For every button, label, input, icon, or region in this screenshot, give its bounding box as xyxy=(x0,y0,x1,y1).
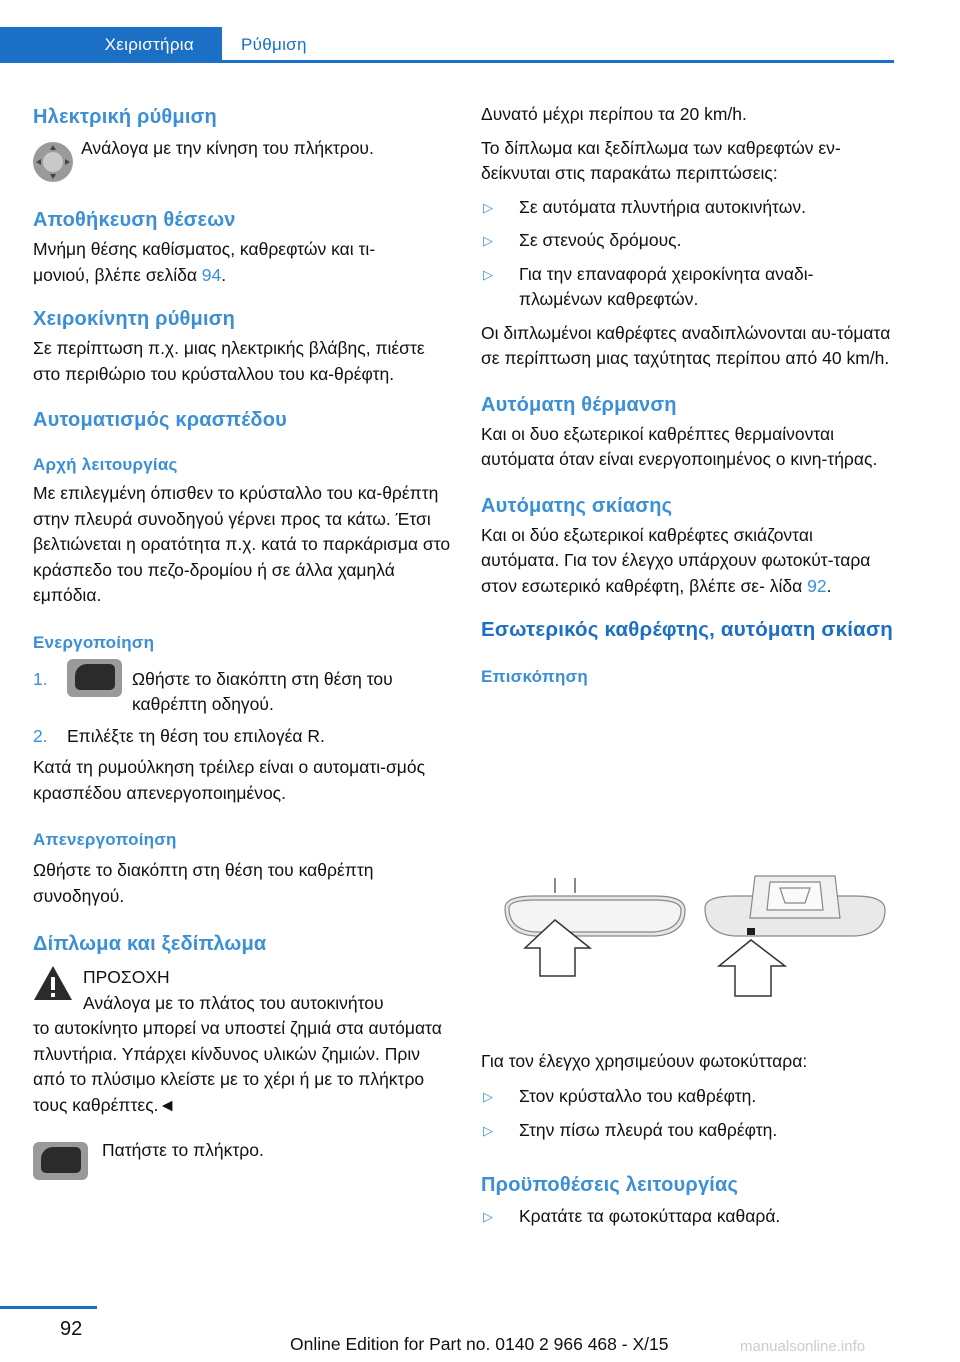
warning-text-b: το αυτοκίνητο μπορεί να υποστεί ζημιά στα αυτόματα πλυντήρια. Υπάρχει κίνδυνος υλικών ζημιών. Πριν από το πλύσιμο κλείστε με το χέρι ή με το πλήκτρο τους καθρέπτες.◄ xyxy=(33,1018,442,1115)
interior-mirror-illustration xyxy=(495,868,895,1008)
left-column xyxy=(33,100,453,1180)
page-link-94[interactable]: 94 xyxy=(201,264,222,285)
fold-button-icon xyxy=(33,1142,88,1180)
right-column xyxy=(481,100,895,689)
bullet-list-cases xyxy=(481,195,895,313)
activation-steps xyxy=(33,667,453,750)
subtitle-overview: Επισκόπηση xyxy=(481,667,588,686)
trailer-text: Κατά τη ρυμούλκηση τρέιλερ είναι ο αυτοματι-σμός κρασπέδου απενεργοποιημένος. xyxy=(33,757,426,803)
section-title-curb: Αυτοματισμός κρασπέδου xyxy=(33,409,287,431)
bullet-list-requirements xyxy=(481,1204,895,1230)
subtitle-principle: Αρχή λειτουργίας xyxy=(33,455,178,474)
page-link-92[interactable]: 92 xyxy=(807,575,827,596)
warning-icon xyxy=(33,965,73,1001)
warning-text-a: Ανάλογα με το πλάτος του αυτοκινήτου xyxy=(83,992,384,1013)
joystick-icon xyxy=(33,142,73,182)
mirror-switch-icon xyxy=(67,659,122,697)
list-item: ▷ Κρατάτε τα φωτοκύτταρα καθαρά. xyxy=(483,1205,781,1226)
list-item: ▷ Σε αυτόματα πλυντήρια αυτοκινήτων. xyxy=(483,196,806,217)
photocell-text: Για τον έλεγχο χρησιμεύουν φωτοκύτταρα: xyxy=(481,1051,808,1071)
right-column-lower xyxy=(481,1049,895,1229)
photocell-marker xyxy=(747,928,755,935)
section-title-heating: Αυτόματη θέρμανση xyxy=(481,393,677,416)
speed-text: Δυνατό μέχρι περίπου τα 20 km/h. xyxy=(481,104,747,124)
subtitle-activation: Ενεργοποίηση xyxy=(33,632,155,652)
list-item: 1. Ωθήστε το διακόπτη στη θέση του καθρέπτη οδηγού. xyxy=(33,667,453,718)
bullet-list-photocells xyxy=(481,1084,895,1144)
manual-text: Σε περίπτωση π.χ. μιας ηλεκτρικής βλάβης, πιέστε στο περιθώριο του κρύσταλλου του κα-θρέφτη. xyxy=(33,338,425,384)
electric-text: Ανάλογα με την κίνηση του πλήκτρου. xyxy=(81,138,374,158)
subtitle-deactivation: Απενεργοποίηση xyxy=(33,830,177,849)
section-title-folding: Δίπλωμα και ξεδίπλωμα xyxy=(33,933,267,955)
warning-heading: ΠΡΟΣΟΧΗ xyxy=(83,967,170,987)
press-button-text: Πατήστε το πλήκτρο. xyxy=(102,1140,264,1160)
section-title-dimming: Αυτόματης σκίασης xyxy=(481,494,673,517)
header-divider xyxy=(0,60,894,63)
list-item: ▷ Σε στενούς δρόμους. xyxy=(483,230,682,250)
section-title-interior-mirror: Εσωτερικός καθρέφτης, αυτόματη σκίαση xyxy=(481,618,893,641)
list-item: ▷ Στην πίσω πλευρά του καθρέφτη. xyxy=(483,1120,778,1140)
list-item: 2. Επιλέξτε τη θέση του επιλογέα R. xyxy=(33,725,325,746)
list-item: ▷ Για την επαναφορά χειροκίνητα αναδι-πλωμένων καθρεφτών. xyxy=(483,263,814,309)
edition-text: Online Edition for Part no. 0140 2 966 468 - X/15 xyxy=(290,1334,669,1354)
watermark: manualsonline.info xyxy=(740,1338,866,1355)
section-title-requirements: Προϋποθέσεις λειτουργίας xyxy=(481,1173,739,1196)
tab-adjustment[interactable]: Ρύθμιση xyxy=(241,35,307,54)
section-title-electric: Ηλεκτρική ρύθμιση xyxy=(33,106,217,128)
deactivation-text: Ωθήστε το διακόπτη στη θέση του καθρέπτη συνοδηγού. xyxy=(33,860,374,906)
page-number: 92 xyxy=(60,1318,83,1340)
curb-text: Με επιλεγμένη όπισθεν το κρύσταλλο του κα-θρέπτη στην πλευρά συνοδηγού γέρνει προς τα κάτω. Έτσι βελτιώνεται η ορατότητα π.χ. κατά το παρκάρισμα στο κράσπεδο του πεζο-δρομίου ή σε άλλα χαμηλά εμπόδια. xyxy=(33,483,451,605)
section-title-manual: Χειροκίνητη ρύθμιση xyxy=(33,308,236,330)
footer-divider xyxy=(0,1306,97,1309)
header-bar xyxy=(0,0,960,62)
list-item: ▷ Στον κρύσταλλο του καθρέφτη. xyxy=(483,1085,757,1106)
folding-cases-text: Το δίπλωμα και ξεδίπλωμα των καθρεφτών εν-δείκνυται στις παρακάτω περιπτώσεις: xyxy=(481,137,841,183)
memory-text: Μνήμη θέσης καθίσματος, καθρεφτών και τι- μονιού, βλέπε σελίδα 94. xyxy=(33,239,376,285)
heating-text: Και οι δυο εξωτερικοί καθρέπτες θερμαίνονται αυτόματα όταν είναι ενεργοποιημένος ο κινη-τήρας. xyxy=(481,423,878,469)
section-title-memory: Αποθήκευση θέσεων xyxy=(33,209,236,231)
auto-unfold-text: Οι διπλωμένοι καθρέφτες αναδιπλώνονται αυ-τόματα σε περίπτωση μιας ταχύτητας περίπου από 40 km/h. xyxy=(481,322,891,368)
dimming-text: Και οι δύο εξωτερικοί καθρέφτες σκιάζονται αυτόματα. Για τον έλεγχο υπάρχουν φωτοκύτ-ταρα στον εσωτερικό καθρέφτη, βλέπε σε- λίδα 92. xyxy=(481,524,871,596)
tab-controls[interactable]: Χειριστήρια xyxy=(0,27,222,62)
